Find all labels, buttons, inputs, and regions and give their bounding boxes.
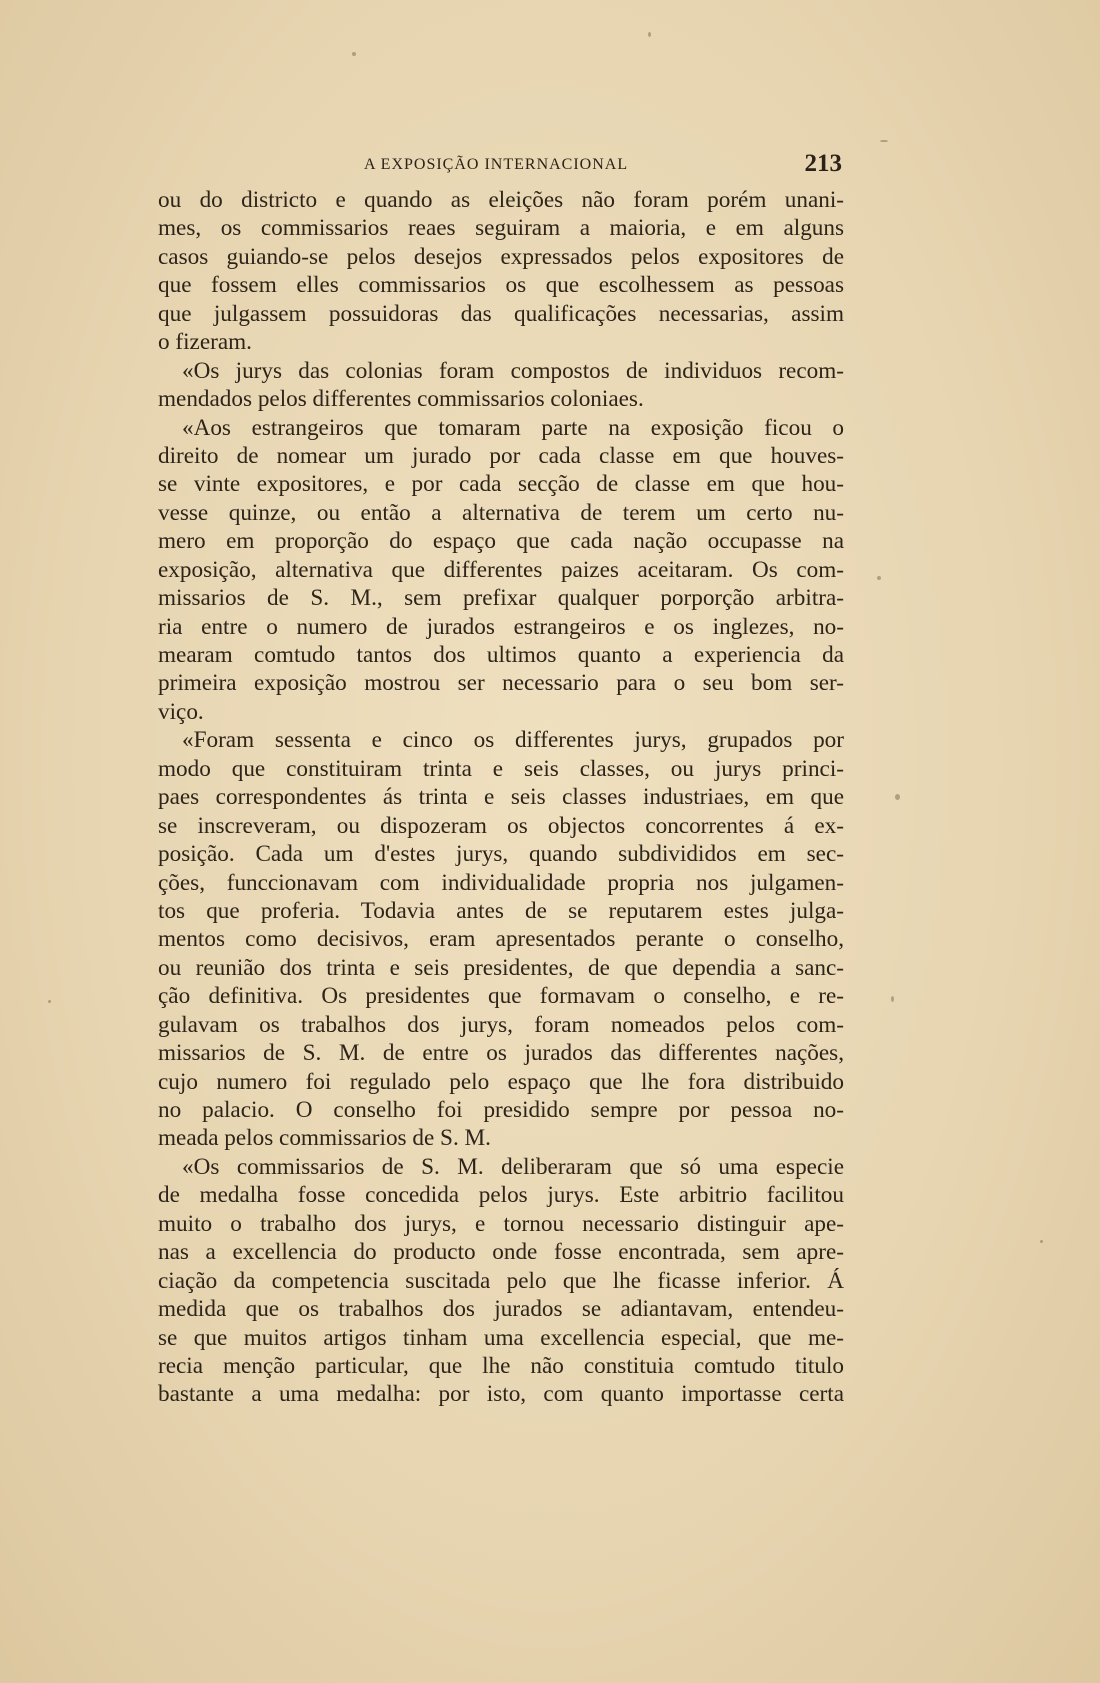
text-line: ria entre o numero de jurados estrangeiros e os inglezes, no- [158,613,844,640]
text-line: ciação da competencia suscitada pelo que lhe ficasse inferior. Á [158,1267,844,1294]
text-line: cujo numero foi regulado pelo espaço que lhe fora distribuido [158,1068,844,1095]
text-line: exposição, alternativa que differentes paizes aceitaram. Os com- [158,556,844,583]
text-line: que julgassem possuidoras das qualificações necessarias, assim [158,300,844,327]
text-line: «Os jurys das colonias foram compostos de individuos recom- [182,357,844,384]
text-line: modo que constituiram trinta e seis classes, ou jurys princi- [158,755,844,782]
text-line: mes, os commissarios reaes seguiram a maioria, e em alguns [158,215,844,242]
text-line: posição. Cada um d'estes jurys, quando subdivididos em sec- [158,841,844,868]
text-line: «Aos estrangeiros que tomaram parte na exposição ficou o [182,414,844,441]
text-line: missarios de S. M. de entre os jurados das differentes nações, [158,1040,844,1067]
text-line: primeira exposição mostrou ser necessario para o seu bom ser- [158,670,844,697]
text-line: mendados pelos differentes commissarios coloniaes. [158,386,644,413]
text-line: bastante a uma medalha: por isto, com quanto importasse certa [158,1381,844,1408]
text-line: direito de nomear um jurado por cada classe em que houves- [158,442,844,469]
text-line: ou do districto e quando as eleições não foram porém unani- [158,187,844,213]
text-line: gulavam os trabalhos dos jurys, foram nomeados pelos com- [158,1011,844,1038]
text-line: de medalha fosse concedida pelos jurys. Este arbitrio facilitou [158,1182,844,1209]
text-line: no palacio. O conselho foi presidido sempre por pessoa no- [158,1097,844,1123]
text-line: se que muitos artigos tinham uma excellencia especial, que me- [158,1324,844,1351]
paper-speck [352,52,356,56]
text-line: vesse quinze, ou então a alternativa de terem um certo nu- [158,499,844,526]
text-line: recia menção particular, que lhe não constituia comtudo titulo [158,1352,844,1379]
text-line: ou reunião dos trinta e seis presidentes, de que dependia a sanc- [158,954,844,981]
paper-speck [880,140,888,142]
paper-speck [877,576,881,580]
paper-speck [891,996,894,1002]
text-line: nas a excellencia do producto onde fosse encontrada, sem apre- [158,1239,844,1266]
text-line: se vinte expositores, e por cada secção de classe em que hou- [158,471,844,498]
text-line: o fizeram. [158,329,252,356]
text-line: mearam comtudo tantos dos ultimos quanto a experiencia da [158,642,844,668]
text-line: se inscreveram, ou dispozeram os objectos concorrentes á ex- [158,812,844,839]
text-line: missarios de S. M., sem prefixar qualquer porporção arbitra- [158,585,844,612]
text-line: medida que os trabalhos dos jurados se adiantavam, entendeu- [158,1296,844,1323]
text-line: muito o trabalho dos jurys, e tornou necessario distinguir ape- [158,1210,844,1237]
text-line: que fossem elles commissarios os que escolhessem as pessoas [158,272,844,299]
running-title: A EXPOSIÇÃO INTERNACIONAL [364,156,629,173]
page-header [156,148,846,178]
page-number: 213 [804,150,842,177]
text-line: ção definitiva. Os presidentes que formavam o conselho, e re- [158,983,844,1010]
text-line: paes correspondentes ás trinta e seis classes industriaes, em que [158,784,844,811]
text-line: viço. [158,698,204,725]
paper-speck [48,1000,51,1003]
paper-speck [648,32,651,37]
paper-speck [1040,1240,1043,1243]
text-line: mero em proporção do espaço que cada nação occupasse na [158,528,844,555]
paper-speck [895,794,900,800]
text-line: «Os commissarios de S. M. deliberaram que só uma especie [182,1153,844,1180]
text-line: ções, funccionavam com individualidade propria nos julgamen- [158,869,844,896]
text-line: casos guiando-se pelos desejos expressados pelos expositores de [158,243,844,270]
body-text [158,186,844,1409]
text-line: tos que proferia. Todavia antes de se reputarem estes julga- [158,897,844,924]
text-line: mentos como decisivos, eram apresentados perante o conselho, [158,926,844,953]
text-line: «Foram sessenta e cinco os differentes jurys, grupados por [182,727,844,754]
text-line: meada pelos commissarios de S. M. [158,1125,491,1152]
